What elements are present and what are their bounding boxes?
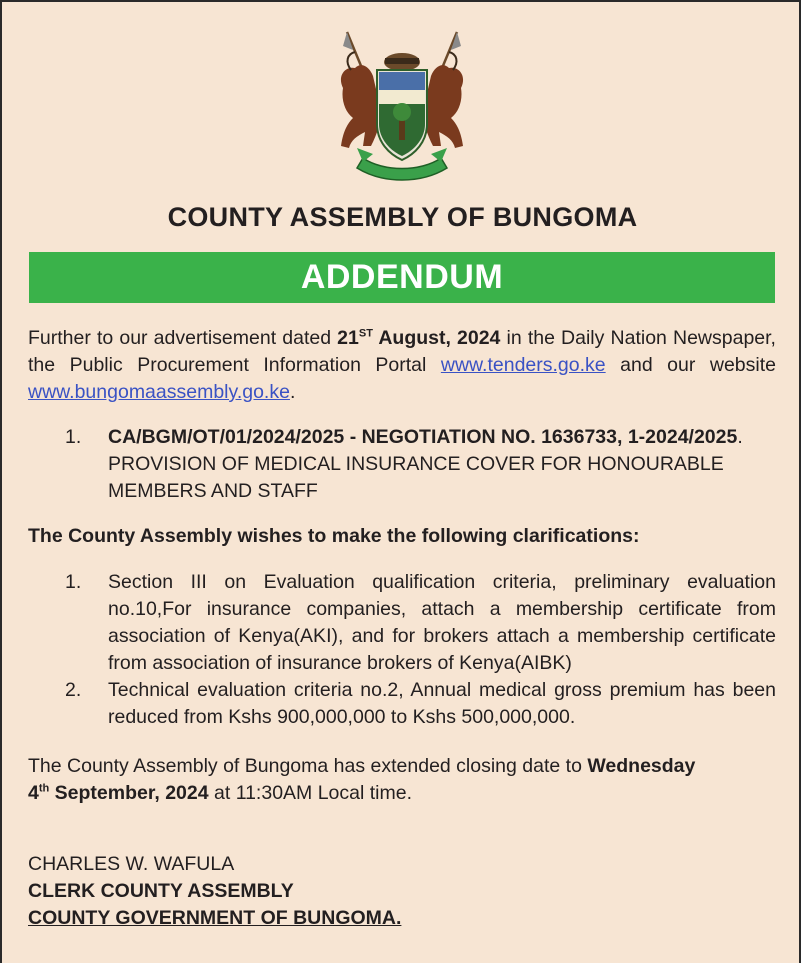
- clarifications-list: [28, 569, 776, 731]
- clarifications-heading: The County Assembly wishes to make the following clarifications:: [28, 525, 640, 547]
- advert-date: 21ST August, 2024: [337, 327, 501, 349]
- intro-paragraph: [28, 325, 776, 406]
- signature-block: [28, 851, 401, 932]
- tender-description: . PROVISION OF MEDICAL INSURANCE COVER FOR HONOURABLE MEMBERS AND STAFF: [108, 426, 743, 502]
- signatory-title: CLERK COUNTY ASSEMBLY: [28, 880, 294, 902]
- tender-item: [28, 424, 776, 505]
- closing-date: 4th September, 2024: [28, 782, 209, 804]
- list-item: [28, 677, 776, 731]
- county-coat-of-arms-icon: [333, 28, 471, 184]
- intro-text-2: in the Daily Nation Newspaper, the Public Procurement Information Portal: [28, 327, 776, 376]
- item-number: 1.: [65, 571, 82, 593]
- list-item: [28, 569, 776, 677]
- organization-title: COUNTY ASSEMBLY OF BUNGOMA: [167, 202, 638, 232]
- tenders-portal-link[interactable]: www.tenders.go.ke: [440, 354, 606, 376]
- item-number: 2.: [65, 679, 82, 701]
- item-number: 1.: [65, 426, 82, 448]
- clarification-text: Technical evaluation criteria no.2, Annual medical gross premium has been reduced from Kshs 900,000,000 to Kshs 500,000,000.: [108, 679, 776, 728]
- intro-text-3: and our website: [605, 354, 776, 376]
- list-item: [28, 424, 776, 505]
- closing-date-paragraph: [28, 753, 776, 807]
- clarification-text: Section III on Evaluation qualification criteria, preliminary evaluation no.10,For insurance companies, attach a membership certificate from association of Kenya(AKI), and for brokers attach a membership certificate from association of insurance brokers of Kenya(AIBK): [108, 571, 776, 674]
- closing-weekday: Wednesday: [587, 755, 696, 777]
- tender-reference: CA/BGM/OT/01/2024/2025 - NEGOTIATION NO. 1636733, 1-2024/2025: [108, 426, 738, 448]
- assembly-website-link[interactable]: www.bungomaassembly.go.ke: [28, 381, 290, 403]
- closing-text-2: at 11:30AM Local time.: [208, 782, 413, 804]
- signatory-name: CHARLES W. WAFULA: [28, 853, 235, 875]
- intro-text-1: Further to our advertisement dated: [28, 327, 338, 349]
- signatory-office: COUNTY GOVERNMENT OF BUNGOMA.: [28, 907, 402, 929]
- banner-label: ADDENDUM: [300, 258, 504, 296]
- intro-text-4: .: [289, 381, 296, 403]
- closing-text-1: The County Assembly of Bungoma has extended closing date to: [28, 755, 588, 777]
- addendum-banner: [29, 252, 775, 303]
